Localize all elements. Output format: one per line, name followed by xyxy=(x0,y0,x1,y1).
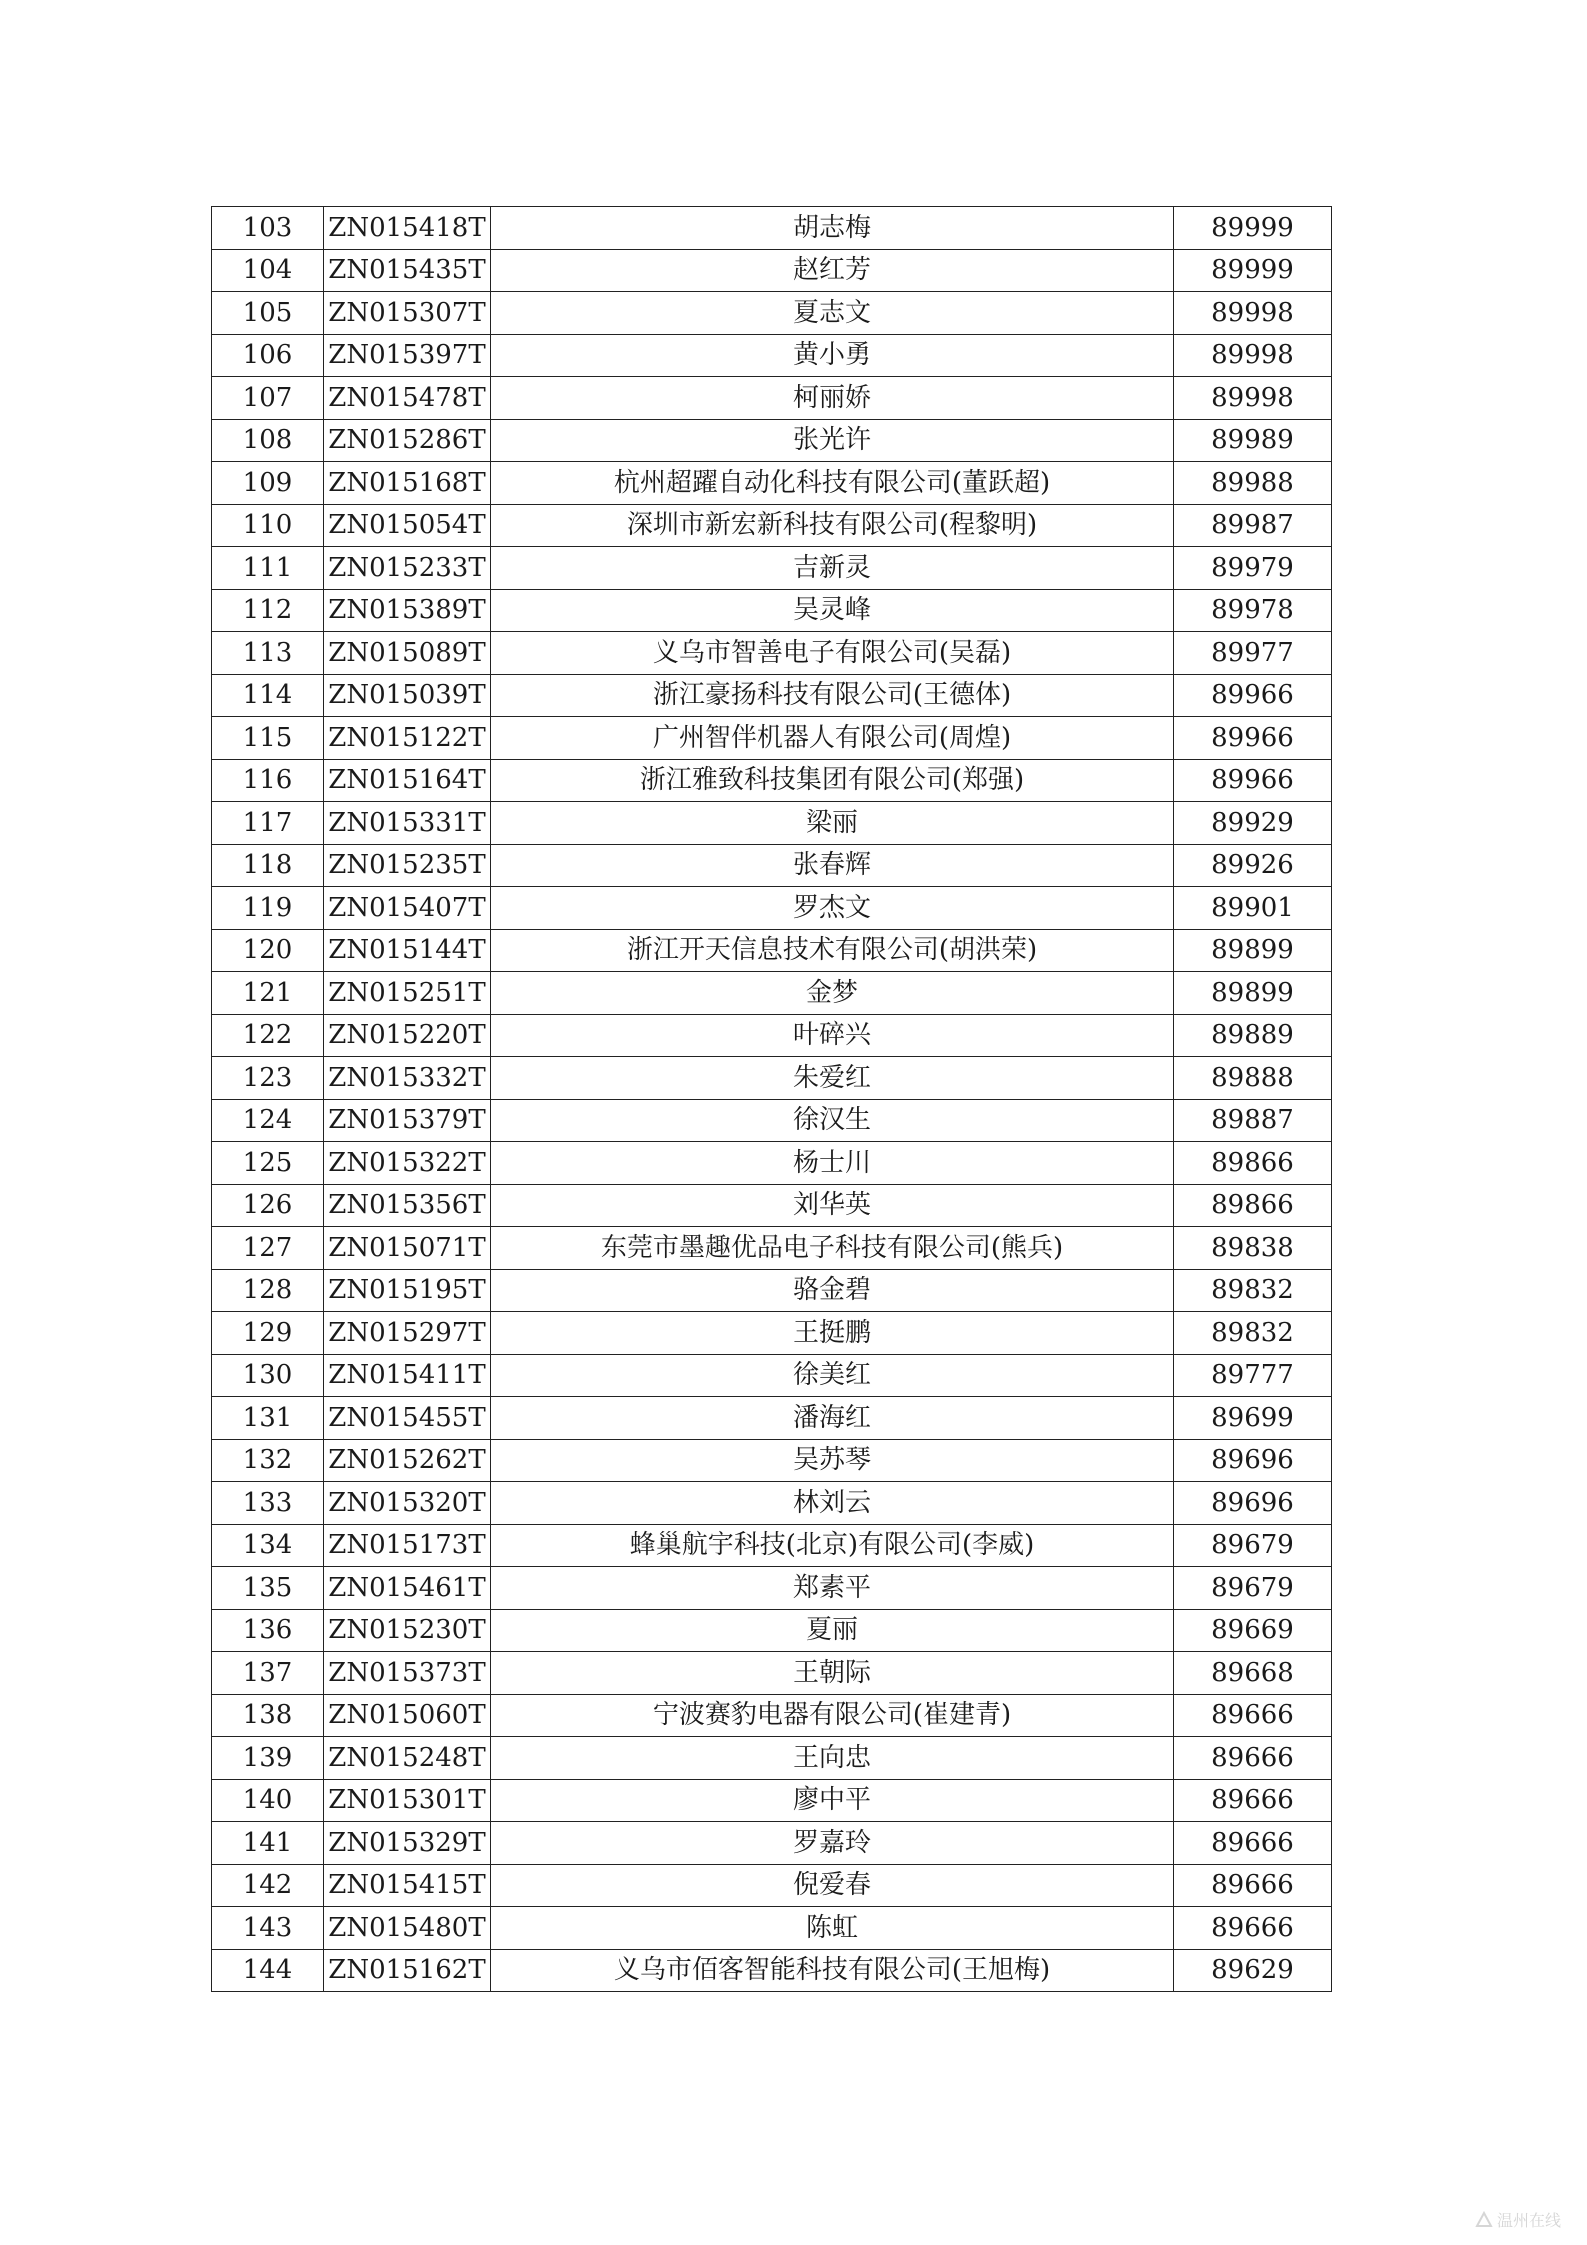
name-cell: 骆金碧 xyxy=(491,1269,1174,1312)
table-row xyxy=(212,972,1332,1015)
code-cell: ZN015089T xyxy=(324,632,491,675)
price-cell: 89679 xyxy=(1174,1524,1332,1567)
name-cell: 夏丽 xyxy=(491,1609,1174,1652)
name-cell: 王挺鹏 xyxy=(491,1312,1174,1355)
code-cell: ZN015235T xyxy=(324,844,491,887)
name-cell: 张春辉 xyxy=(491,844,1174,887)
table-row xyxy=(212,1227,1332,1270)
name-cell: 潘海红 xyxy=(491,1397,1174,1440)
rank-cell: 137 xyxy=(212,1652,324,1695)
name-cell: 胡志梅 xyxy=(491,207,1174,250)
code-cell: ZN015455T xyxy=(324,1397,491,1440)
table-row xyxy=(212,759,1332,802)
table-row xyxy=(212,207,1332,250)
price-cell: 89666 xyxy=(1174,1864,1332,1907)
code-cell: ZN015233T xyxy=(324,547,491,590)
name-cell: 王朝际 xyxy=(491,1652,1174,1695)
code-cell: ZN015322T xyxy=(324,1142,491,1185)
code-cell: ZN015331T xyxy=(324,802,491,845)
name-cell: 吉新灵 xyxy=(491,547,1174,590)
table-row xyxy=(212,1779,1332,1822)
price-cell: 89666 xyxy=(1174,1907,1332,1950)
price-cell: 89696 xyxy=(1174,1439,1332,1482)
name-cell: 罗嘉玲 xyxy=(491,1822,1174,1865)
code-cell: ZN015407T xyxy=(324,887,491,930)
name-cell: 浙江雅致科技集团有限公司(郑强) xyxy=(491,759,1174,802)
rank-cell: 113 xyxy=(212,632,324,675)
code-cell: ZN015162T xyxy=(324,1949,491,1992)
code-cell: ZN015220T xyxy=(324,1014,491,1057)
price-cell: 89668 xyxy=(1174,1652,1332,1695)
table-row xyxy=(212,1184,1332,1227)
price-cell: 89679 xyxy=(1174,1567,1332,1610)
price-cell: 89977 xyxy=(1174,632,1332,675)
rank-cell: 114 xyxy=(212,674,324,717)
code-cell: ZN015418T xyxy=(324,207,491,250)
name-cell: 叶碎兴 xyxy=(491,1014,1174,1057)
rank-cell: 103 xyxy=(212,207,324,250)
table-row xyxy=(212,292,1332,335)
code-cell: ZN015251T xyxy=(324,972,491,1015)
rank-cell: 144 xyxy=(212,1949,324,1992)
price-cell: 89666 xyxy=(1174,1737,1332,1780)
rank-cell: 131 xyxy=(212,1397,324,1440)
rank-cell: 142 xyxy=(212,1864,324,1907)
code-cell: ZN015168T xyxy=(324,462,491,505)
price-cell: 89989 xyxy=(1174,419,1332,462)
watermark-text: 温州在线 xyxy=(1496,2211,1561,2230)
code-cell: ZN015329T xyxy=(324,1822,491,1865)
rank-cell: 130 xyxy=(212,1354,324,1397)
code-cell: ZN015415T xyxy=(324,1864,491,1907)
table-row xyxy=(212,887,1332,930)
table-row xyxy=(212,802,1332,845)
code-cell: ZN015389T xyxy=(324,589,491,632)
name-cell: 陈虹 xyxy=(491,1907,1174,1950)
code-cell: ZN015480T xyxy=(324,1907,491,1950)
price-cell: 89888 xyxy=(1174,1057,1332,1100)
code-cell: ZN015164T xyxy=(324,759,491,802)
table-row xyxy=(212,1907,1332,1950)
table-row xyxy=(212,1609,1332,1652)
rank-cell: 111 xyxy=(212,547,324,590)
rank-cell: 119 xyxy=(212,887,324,930)
code-cell: ZN015060T xyxy=(324,1694,491,1737)
price-cell: 89696 xyxy=(1174,1482,1332,1525)
price-cell: 89866 xyxy=(1174,1184,1332,1227)
code-cell: ZN015039T xyxy=(324,674,491,717)
table-row xyxy=(212,377,1332,420)
table-row xyxy=(212,547,1332,590)
code-cell: ZN015478T xyxy=(324,377,491,420)
code-cell: ZN015373T xyxy=(324,1652,491,1695)
rank-cell: 106 xyxy=(212,334,324,377)
name-cell: 义乌市智善电子有限公司(吴磊) xyxy=(491,632,1174,675)
name-cell: 浙江开天信息技术有限公司(胡洪荣) xyxy=(491,929,1174,972)
results-table xyxy=(211,206,1332,1992)
name-cell: 浙江豪扬科技有限公司(王德体) xyxy=(491,674,1174,717)
price-cell: 89978 xyxy=(1174,589,1332,632)
name-cell: 林刘云 xyxy=(491,1482,1174,1525)
price-cell: 89832 xyxy=(1174,1312,1332,1355)
rank-cell: 107 xyxy=(212,377,324,420)
price-cell: 89669 xyxy=(1174,1609,1332,1652)
table-row xyxy=(212,334,1332,377)
price-cell: 89999 xyxy=(1174,207,1332,250)
price-cell: 89929 xyxy=(1174,802,1332,845)
name-cell: 广州智伴机器人有限公司(周煌) xyxy=(491,717,1174,760)
rank-cell: 121 xyxy=(212,972,324,1015)
name-cell: 柯丽娇 xyxy=(491,377,1174,420)
rank-cell: 116 xyxy=(212,759,324,802)
rank-cell: 129 xyxy=(212,1312,324,1355)
name-cell: 吴苏琴 xyxy=(491,1439,1174,1482)
price-cell: 89666 xyxy=(1174,1822,1332,1865)
table-row xyxy=(212,717,1332,760)
code-cell: ZN015301T xyxy=(324,1779,491,1822)
price-cell: 89979 xyxy=(1174,547,1332,590)
code-cell: ZN015356T xyxy=(324,1184,491,1227)
table-row xyxy=(212,844,1332,887)
code-cell: ZN015195T xyxy=(324,1269,491,1312)
code-cell: ZN015332T xyxy=(324,1057,491,1100)
code-cell: ZN015071T xyxy=(324,1227,491,1270)
table-row xyxy=(212,632,1332,675)
watermark-logo-icon xyxy=(1475,2211,1493,2229)
price-cell: 89887 xyxy=(1174,1099,1332,1142)
code-cell: ZN015122T xyxy=(324,717,491,760)
code-cell: ZN015262T xyxy=(324,1439,491,1482)
table-row xyxy=(212,1822,1332,1865)
table-row xyxy=(212,1652,1332,1695)
code-cell: ZN015307T xyxy=(324,292,491,335)
name-cell: 王向忠 xyxy=(491,1737,1174,1780)
table-row xyxy=(212,1694,1332,1737)
rank-cell: 124 xyxy=(212,1099,324,1142)
code-cell: ZN015435T xyxy=(324,249,491,292)
table-row xyxy=(212,674,1332,717)
rank-cell: 140 xyxy=(212,1779,324,1822)
name-cell: 宁波赛豹电器有限公司(崔建青) xyxy=(491,1694,1174,1737)
code-cell: ZN015320T xyxy=(324,1482,491,1525)
watermark xyxy=(1475,2208,1561,2231)
rank-cell: 110 xyxy=(212,504,324,547)
rank-cell: 120 xyxy=(212,929,324,972)
code-cell: ZN015054T xyxy=(324,504,491,547)
price-cell: 89998 xyxy=(1174,292,1332,335)
price-cell: 89987 xyxy=(1174,504,1332,547)
price-cell: 89899 xyxy=(1174,972,1332,1015)
table-row xyxy=(212,1312,1332,1355)
price-cell: 89666 xyxy=(1174,1779,1332,1822)
rank-cell: 127 xyxy=(212,1227,324,1270)
rank-cell: 115 xyxy=(212,717,324,760)
name-cell: 金梦 xyxy=(491,972,1174,1015)
code-cell: ZN015397T xyxy=(324,334,491,377)
rank-cell: 108 xyxy=(212,419,324,462)
name-cell: 吴灵峰 xyxy=(491,589,1174,632)
name-cell: 罗杰文 xyxy=(491,887,1174,930)
code-cell: ZN015144T xyxy=(324,929,491,972)
price-cell: 89699 xyxy=(1174,1397,1332,1440)
name-cell: 深圳市新宏新科技有限公司(程黎明) xyxy=(491,504,1174,547)
table-row xyxy=(212,249,1332,292)
table-row xyxy=(212,1737,1332,1780)
rank-cell: 122 xyxy=(212,1014,324,1057)
price-cell: 89889 xyxy=(1174,1014,1332,1057)
table-row xyxy=(212,589,1332,632)
rank-cell: 105 xyxy=(212,292,324,335)
code-cell: ZN015461T xyxy=(324,1567,491,1610)
name-cell: 赵红芳 xyxy=(491,249,1174,292)
name-cell: 徐汉生 xyxy=(491,1099,1174,1142)
name-cell: 郑素平 xyxy=(491,1567,1174,1610)
name-cell: 杨士川 xyxy=(491,1142,1174,1185)
table-row xyxy=(212,1864,1332,1907)
name-cell: 廖中平 xyxy=(491,1779,1174,1822)
price-cell: 89901 xyxy=(1174,887,1332,930)
table-row xyxy=(212,929,1332,972)
price-cell: 89999 xyxy=(1174,249,1332,292)
table-row xyxy=(212,1354,1332,1397)
table-row xyxy=(212,462,1332,505)
code-cell: ZN015286T xyxy=(324,419,491,462)
price-cell: 89832 xyxy=(1174,1269,1332,1312)
name-cell: 东莞市墨趣优品电子科技有限公司(熊兵) xyxy=(491,1227,1174,1270)
price-cell: 89998 xyxy=(1174,334,1332,377)
price-cell: 89966 xyxy=(1174,717,1332,760)
table-row xyxy=(212,1567,1332,1610)
rank-cell: 132 xyxy=(212,1439,324,1482)
rank-cell: 134 xyxy=(212,1524,324,1567)
price-cell: 89866 xyxy=(1174,1142,1332,1185)
table-row xyxy=(212,1524,1332,1567)
name-cell: 倪爱春 xyxy=(491,1864,1174,1907)
rank-cell: 143 xyxy=(212,1907,324,1950)
table-row xyxy=(212,1482,1332,1525)
price-cell: 89998 xyxy=(1174,377,1332,420)
name-cell: 夏志文 xyxy=(491,292,1174,335)
rank-cell: 104 xyxy=(212,249,324,292)
name-cell: 刘华英 xyxy=(491,1184,1174,1227)
table-row xyxy=(212,1439,1332,1482)
rank-cell: 109 xyxy=(212,462,324,505)
table-row xyxy=(212,1142,1332,1185)
table-row xyxy=(212,1099,1332,1142)
table-row xyxy=(212,1949,1332,1992)
price-cell: 89926 xyxy=(1174,844,1332,887)
table-row xyxy=(212,504,1332,547)
rank-cell: 135 xyxy=(212,1567,324,1610)
table-row xyxy=(212,1014,1332,1057)
rank-cell: 141 xyxy=(212,1822,324,1865)
rank-cell: 138 xyxy=(212,1694,324,1737)
rank-cell: 139 xyxy=(212,1737,324,1780)
price-cell: 89666 xyxy=(1174,1694,1332,1737)
rank-cell: 117 xyxy=(212,802,324,845)
price-cell: 89966 xyxy=(1174,759,1332,802)
price-cell: 89629 xyxy=(1174,1949,1332,1992)
rank-cell: 125 xyxy=(212,1142,324,1185)
name-cell: 黄小勇 xyxy=(491,334,1174,377)
rank-cell: 136 xyxy=(212,1609,324,1652)
rank-cell: 126 xyxy=(212,1184,324,1227)
code-cell: ZN015411T xyxy=(324,1354,491,1397)
code-cell: ZN015173T xyxy=(324,1524,491,1567)
code-cell: ZN015297T xyxy=(324,1312,491,1355)
price-cell: 89988 xyxy=(1174,462,1332,505)
results-table-body xyxy=(212,207,1332,1992)
rank-cell: 128 xyxy=(212,1269,324,1312)
table-row xyxy=(212,1397,1332,1440)
name-cell: 梁丽 xyxy=(491,802,1174,845)
code-cell: ZN015248T xyxy=(324,1737,491,1780)
price-cell: 89966 xyxy=(1174,674,1332,717)
code-cell: ZN015379T xyxy=(324,1099,491,1142)
name-cell: 张光许 xyxy=(491,419,1174,462)
name-cell: 徐美红 xyxy=(491,1354,1174,1397)
price-cell: 89899 xyxy=(1174,929,1332,972)
rank-cell: 133 xyxy=(212,1482,324,1525)
code-cell: ZN015230T xyxy=(324,1609,491,1652)
price-cell: 89838 xyxy=(1174,1227,1332,1270)
rank-cell: 123 xyxy=(212,1057,324,1100)
name-cell: 蜂巢航宇科技(北京)有限公司(李威) xyxy=(491,1524,1174,1567)
name-cell: 朱爱红 xyxy=(491,1057,1174,1100)
table-row xyxy=(212,419,1332,462)
price-cell: 89777 xyxy=(1174,1354,1332,1397)
table-row xyxy=(212,1057,1332,1100)
rank-cell: 118 xyxy=(212,844,324,887)
rank-cell: 112 xyxy=(212,589,324,632)
name-cell: 义乌市佰客智能科技有限公司(王旭梅) xyxy=(491,1949,1174,1992)
table-row xyxy=(212,1269,1332,1312)
name-cell: 杭州超躍自动化科技有限公司(董跃超) xyxy=(491,462,1174,505)
